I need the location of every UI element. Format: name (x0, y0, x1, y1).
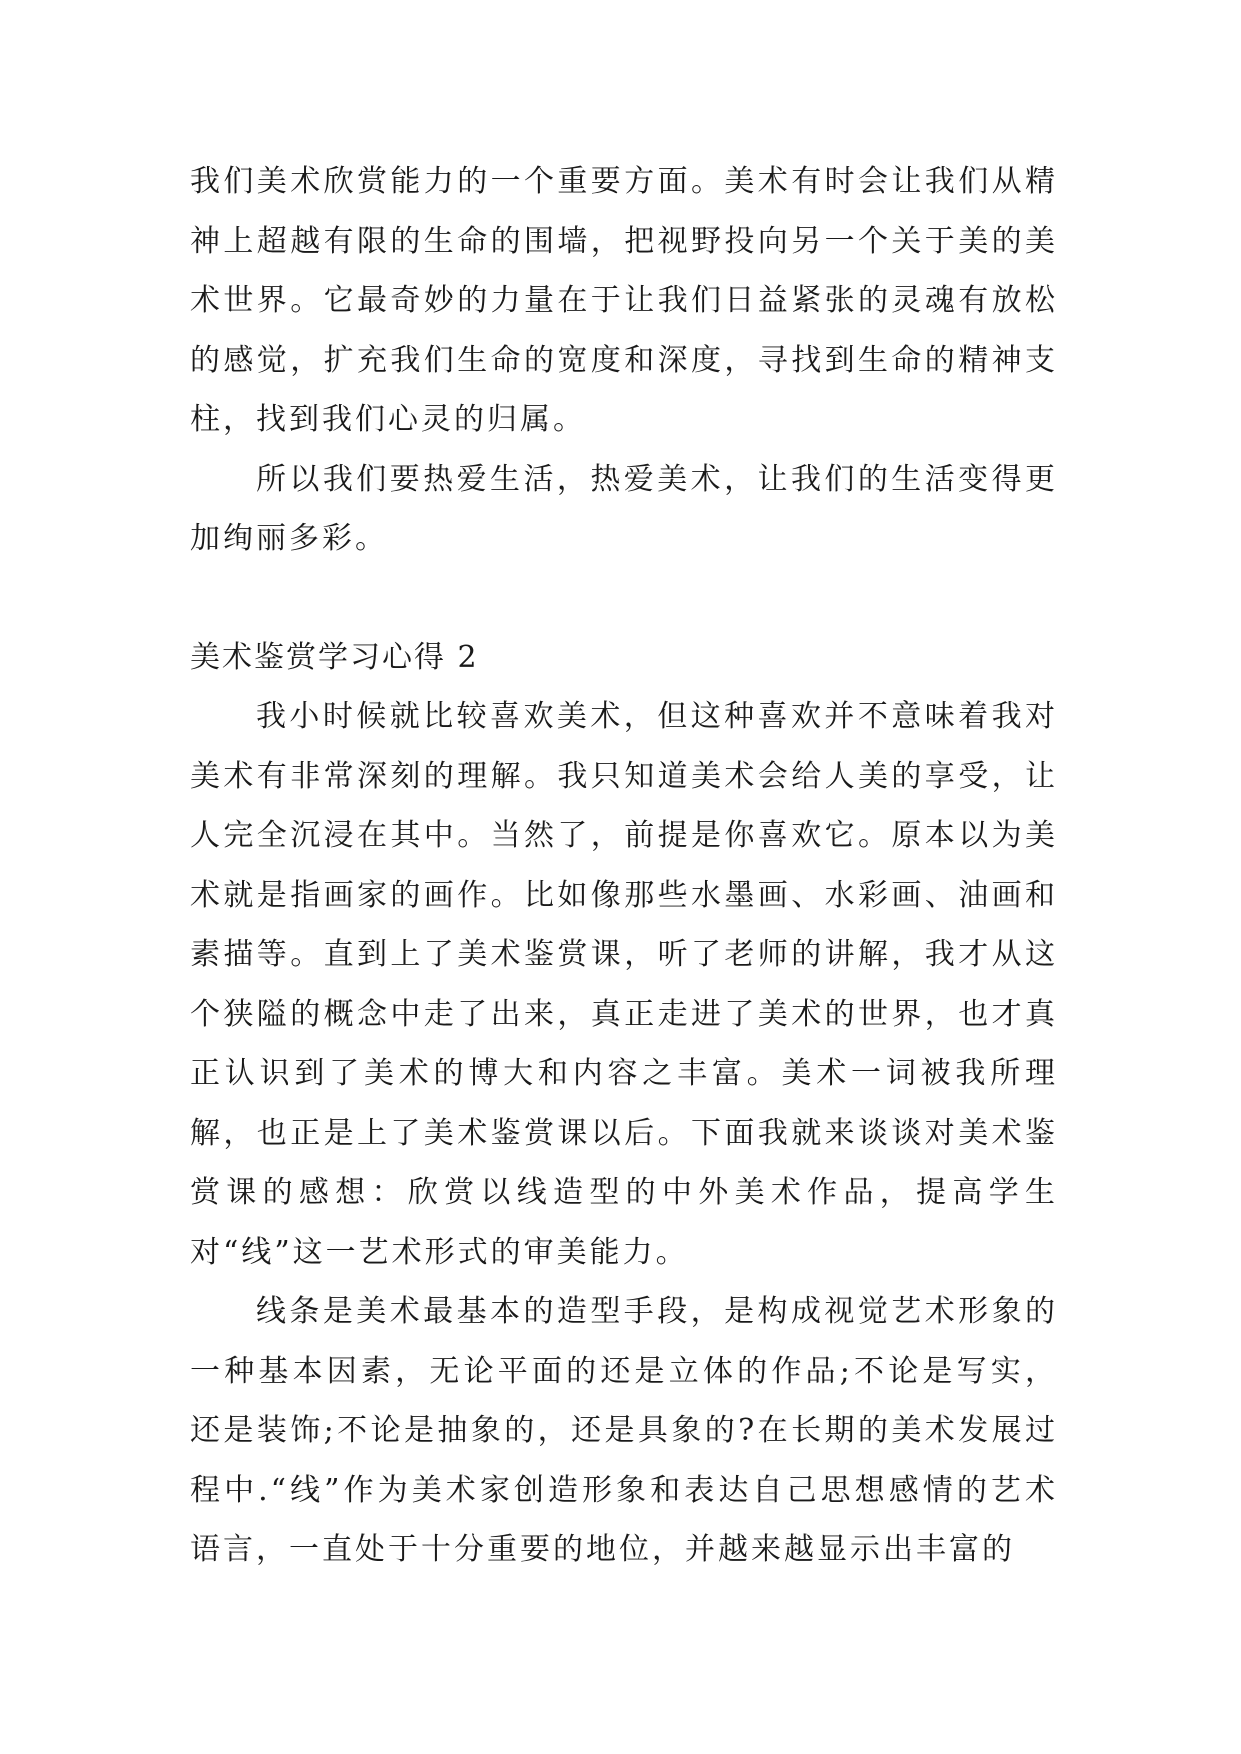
paragraph-continuation: 我们美术欣赏能力的一个重要方面。美术有时会让我们从精神上超越有限的生命的围墙，把视野投向另一个关于美的美术世界。它最奇妙的力量在于让我们日益紧张的灵魂有放松的感觉，扩充我们生命的宽度和深度，寻找到生命的精神支柱，找到我们心灵的归属。 (190, 164, 1058, 437)
paragraph-conclusion: 所以我们要热爱生活，热爱美术，让我们的生活变得更加绚丽多彩。 (190, 461, 1058, 556)
paragraph-intro: 我小时候就比较喜欢美术，但这种喜欢并不意味着我对美术有非常深刻的理解。我只知道美术会给人美的享受，让人完全沉浸在其中。当然了，前提是你喜欢它。原本以为美术就是指画家的画作。比如像那些水墨画、水彩画、油画和素描等。直到上了美术鉴赏课，听了老师的讲解，我才从这个狭隘的概念中走了出来，真正走进了美术的世界，也才真正认识到了美术的博大和内容之丰富。美术一词被我所理解，也正是上了美术鉴赏课以后。下面我就来谈谈对美术鉴赏课的感想：欣赏以线造型的中外美术作品，提高学生对“线”这一艺术形式的审美能力。 (190, 699, 1058, 1270)
section-heading: 美术鉴赏学习心得 2 (190, 639, 479, 675)
paragraph-line-art: 线条是美术最基本的造型手段，是构成视觉艺术形象的一种基本因素，无论平面的还是立体的作品;不论是写实，还是装饰;不论是抽象的，还是具象的?在长期的美术发展过程中.“线”作为美术家创造形象和表达自己思想感情的艺术语言，一直处于十分重要的地位，并越来越显示出丰富的 (190, 1294, 1058, 1567)
document-body (190, 152, 1058, 1580)
